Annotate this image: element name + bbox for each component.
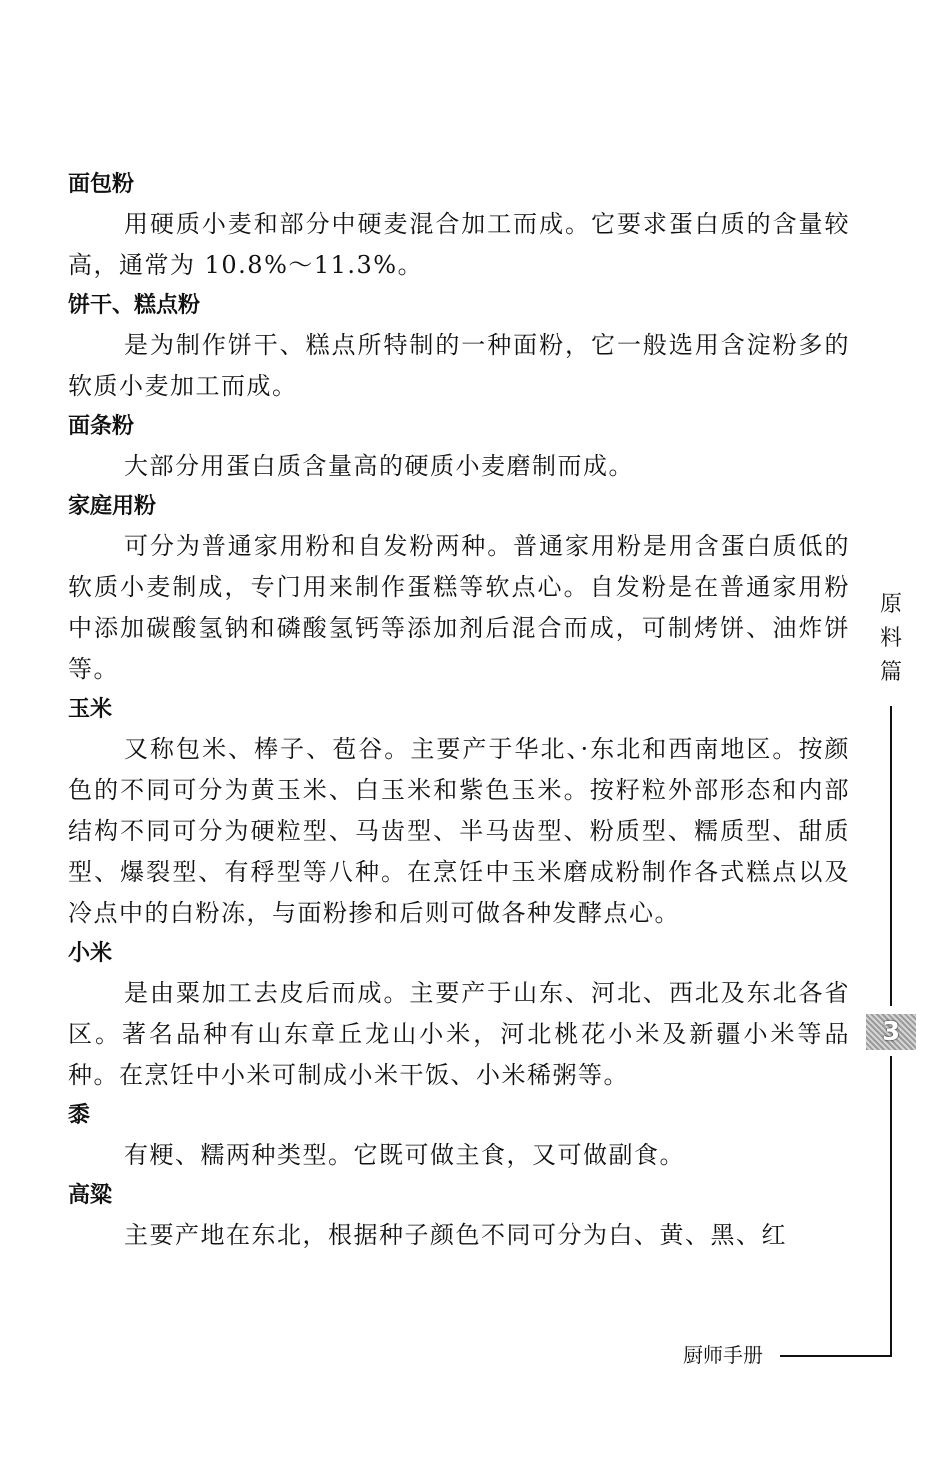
section-heading: 家庭用粉 bbox=[68, 494, 157, 519]
section-paragraph: 有粳、糯两种类型。它既可做主食，又可做副食。 bbox=[124, 1141, 685, 1169]
section-paragraph: 是由粟加工去皮后而成。主要产于山东、河北、西北及东北各省区。著名品种有山东章丘龙山小米，河北桃花小米及新疆小米等品种。在烹饪中小米可制成小米干饭、小米稀粥等。 bbox=[68, 979, 850, 1089]
section-paragraph: 大部分用蛋白质含量高的硬质小麦磨制而成。 bbox=[124, 452, 634, 480]
section-heading: 饼干、糕点粉 bbox=[68, 293, 201, 318]
section-heading: 玉米 bbox=[68, 697, 113, 722]
section-heading: 小米 bbox=[68, 941, 113, 966]
section-paragraph: 又称包米、棒子、苞谷。主要产于华北、·东北和西南地区。按颜色的不同可分为黄玉米、白玉米和紫色玉米。按籽粒外部形态和内部结构不同可分为硬粒型、马齿型、半马齿型、粉质型、糯质型、甜质型、爆裂型、有稃型等八种。在烹饪中玉米磨成粉制作各式糕点以及冷点中的白粉冻，与面粉掺和后则可做各种发酵点心。 bbox=[68, 735, 850, 927]
section-paragraph: 用硬质小麦和部分中硬麦混合加工而成。它要求蛋白质的含量较高，通常为 10.8%～11.3%。 bbox=[68, 210, 850, 279]
section-paragraph: 是为制作饼干、糕点所特制的一种面粉，它一般选用含淀粉多的软质小麦加工而成。 bbox=[68, 331, 850, 400]
section-heading: 高粱 bbox=[68, 1183, 113, 1208]
footer-book-title: 厨师手册 bbox=[683, 1343, 763, 1367]
side-tab-label bbox=[876, 588, 906, 690]
section-paragraph: 可分为普通家用粉和自发粉两种。普通家用粉是用含蛋白质低的软质小麦制成，专门用来制作蛋糕等软点心。自发粉是在普通家用粉中添加碳酸氢钠和磷酸氢钙等添加剂后混合而成，可制烤饼、油炸饼等。 bbox=[68, 532, 850, 683]
side-tab-char: 原 bbox=[879, 592, 902, 617]
side-tab-char: 料 bbox=[879, 626, 902, 651]
footer-rule bbox=[780, 1355, 892, 1357]
section-paragraph: 主要产地在东北，根据种子颜色不同可分为白、黄、黑、红 bbox=[124, 1221, 787, 1249]
side-tab-char: 篇 bbox=[879, 660, 902, 685]
section-heading: 黍 bbox=[68, 1103, 91, 1128]
side-rule-lower bbox=[890, 1056, 892, 1356]
side-rule-upper bbox=[890, 706, 892, 1006]
section-heading: 面条粉 bbox=[68, 414, 135, 439]
section-heading: 面包粉 bbox=[68, 172, 135, 197]
chapter-number-badge: 3 bbox=[866, 1014, 916, 1050]
page-content bbox=[68, 165, 850, 1256]
